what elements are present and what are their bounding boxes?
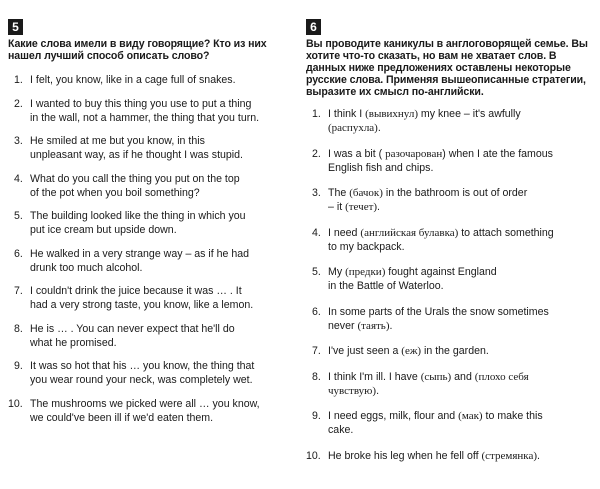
- item-number: 1.: [14, 74, 23, 86]
- russian-word: (английская булавка): [360, 226, 459, 239]
- sentence-line: [328, 226, 596, 240]
- russian-word: (сыпь): [420, 370, 452, 383]
- sentence-line: [328, 240, 596, 254]
- sentence-text: in the garden.: [421, 345, 489, 357]
- sentence-line: [328, 265, 596, 279]
- russian-word: разочарован: [385, 147, 443, 160]
- list-item: [306, 226, 596, 254]
- sentence-line: [328, 370, 596, 384]
- exercise-6: [306, 18, 596, 474]
- list-item: [8, 209, 294, 237]
- exercise-instruction: Какие слова имели в виду говорящие? Кто из них нашел лучший способ описать слово?: [8, 38, 267, 62]
- sentence-line: unpleasant way, as if he thought I was stupid.: [30, 149, 243, 161]
- sentence-line: [328, 161, 596, 175]
- sentence-text: I need: [328, 226, 361, 239]
- sentence-text: fought against England: [385, 266, 497, 278]
- sentence-line: He smiled at me but you know, in this: [30, 135, 205, 147]
- sentence-line: The mushrooms we picked were all … you know,: [30, 397, 260, 410]
- item-number: 8.: [312, 370, 321, 383]
- russian-word: (предки): [345, 266, 386, 278]
- russian-word: (стремянка): [481, 449, 538, 462]
- sentence-text: in the bathroom is out of order: [382, 187, 528, 199]
- sentence-list: [8, 73, 294, 425]
- exercise-instruction: Вы проводите каникулы в англоговорящей семье. Вы хотите что-то сказать, но вам не хватает слов. В данных ниже предложениях оставлены некоторые русские слова. Применяя вышеописанные стратегии, выразите их смысл по-английски.: [306, 38, 588, 98]
- exercise-number-badge: 5: [8, 19, 23, 35]
- sentence-line: [328, 344, 596, 358]
- sentence-line: He is … . You can never expect that he'll do: [30, 322, 235, 335]
- sentence-text: .: [377, 122, 381, 134]
- sentence-line: The building looked like the thing in which you: [30, 210, 246, 222]
- item-number: 7.: [14, 285, 23, 297]
- list-item: [8, 247, 294, 275]
- list-item: [306, 147, 596, 175]
- sentence-line: drunk too much alcohol.: [30, 261, 143, 274]
- sentence-line: had a very strong taste, you know, like a lemon.: [30, 299, 254, 311]
- item-number: 2.: [312, 147, 321, 160]
- list-item: [306, 344, 596, 358]
- list-item: [8, 284, 294, 312]
- sentence-text: ) when I ate the famous: [442, 147, 553, 160]
- sentence-line: It was so hot that his … you know, the thing that: [30, 360, 255, 372]
- russian-word: (мак): [458, 410, 483, 422]
- list-item: [306, 107, 596, 135]
- item-number: 3.: [14, 135, 23, 147]
- sentence-text: to attach something: [458, 226, 554, 239]
- list-item: [306, 305, 596, 333]
- sentence-line: [328, 409, 596, 423]
- list-item: [8, 397, 294, 425]
- sentence-text: The: [328, 187, 350, 199]
- item-number: 8.: [14, 322, 23, 335]
- item-number: 6.: [312, 305, 321, 318]
- list-item: [8, 134, 294, 162]
- sentence-line: I wanted to buy this thing you use to put a thing: [30, 97, 252, 110]
- sentence-text: cake.: [328, 424, 354, 436]
- sentence-text: In some parts of the Urals the snow sometimes: [328, 305, 549, 318]
- sentence-text: I think I'm ill. I have: [328, 370, 421, 383]
- sentence-text: my knee – it's awfully: [417, 108, 521, 120]
- sentence-line: What do you call the thing you put on the top: [30, 172, 240, 185]
- russian-word: (бачок): [349, 187, 383, 199]
- sentence-line: [328, 449, 596, 463]
- russian-word: (распухла): [328, 122, 378, 134]
- exercise-5: [8, 18, 294, 434]
- list-item: [306, 265, 596, 293]
- item-number: 6.: [14, 247, 23, 260]
- sentence-text: to my backpack.: [328, 240, 405, 253]
- item-number: 10.: [8, 397, 23, 410]
- sentence-line: [328, 319, 596, 333]
- list-item: [8, 73, 294, 87]
- item-number: 9.: [14, 360, 23, 372]
- sentence-line: He walked in a very strange way – as if he had: [30, 247, 250, 260]
- sentence-line: what he promised.: [30, 336, 117, 349]
- sentence-text: My: [328, 266, 346, 278]
- list-item: [8, 172, 294, 200]
- item-number: 7.: [312, 345, 321, 357]
- sentence-line: [328, 121, 596, 135]
- sentence-line: of the pot when you boil something?: [30, 186, 200, 199]
- item-number: 5.: [14, 210, 23, 222]
- sentence-line: [328, 423, 596, 437]
- sentence-text: I think I: [328, 108, 366, 120]
- item-number: 2.: [14, 97, 23, 110]
- sentence-line: [328, 305, 596, 319]
- sentence-line: [328, 200, 596, 214]
- sentence-text: I was a bit (: [328, 147, 386, 160]
- list-item: [306, 186, 596, 214]
- sentence-line: [328, 186, 596, 200]
- sentence-text: .: [377, 201, 380, 213]
- item-number: 10.: [306, 449, 321, 462]
- list-item: [8, 359, 294, 387]
- sentence-text: English fish and chips.: [328, 161, 434, 174]
- sentence-text: I need eggs, milk, flour and: [328, 410, 459, 422]
- sentence-text: I've just seen a: [328, 345, 402, 357]
- sentence-line: you wear round your neck, was completely wet.: [30, 374, 253, 386]
- sentence-text: never: [328, 319, 358, 332]
- list-item: [306, 409, 596, 437]
- sentence-line: in the wall, not a hammer, the thing that you turn.: [30, 111, 260, 124]
- sentence-text: to make this: [482, 410, 543, 422]
- item-number: 9.: [312, 410, 321, 422]
- list-item: [306, 449, 596, 463]
- russian-word: чувствую): [328, 384, 377, 397]
- list-item: [8, 322, 294, 350]
- sentence-text: and: [451, 370, 475, 383]
- sentence-line: [328, 384, 596, 398]
- sentence-line: [328, 279, 596, 293]
- sentence-line: put ice cream but upside down.: [30, 224, 177, 236]
- russian-word: (течет): [345, 201, 378, 213]
- sentence-text: – it: [328, 201, 346, 213]
- sentence-line: [328, 147, 596, 161]
- sentence-text: He broke his leg when he fell off: [328, 449, 482, 462]
- russian-word: (таять): [357, 319, 390, 332]
- list-item: [306, 370, 596, 398]
- exercise-number-badge: 6: [306, 19, 321, 35]
- item-number: 3.: [312, 187, 321, 199]
- item-number: 4.: [14, 172, 23, 185]
- item-number: 4.: [312, 226, 321, 239]
- sentence-text: .: [376, 384, 380, 397]
- item-number: 5.: [312, 266, 321, 278]
- sentence-line: I felt, you know, like in a cage full of snakes.: [30, 74, 236, 86]
- russian-word: (плохо себя: [474, 370, 529, 383]
- sentence-text: .: [389, 319, 393, 332]
- item-number: 1.: [312, 108, 321, 120]
- russian-word: (еж): [401, 345, 422, 357]
- sentence-line: [328, 107, 596, 121]
- sentence-list: [306, 107, 596, 463]
- sentence-text: in the Battle of Waterloo.: [328, 280, 444, 292]
- sentence-line: I couldn't drink the juice because it was … . It: [30, 285, 242, 297]
- sentence-line: we could've been ill if we'd eaten them.: [30, 411, 214, 424]
- russian-word: (вывихнул): [365, 108, 418, 120]
- sentence-text: .: [537, 449, 540, 462]
- list-item: [8, 97, 294, 125]
